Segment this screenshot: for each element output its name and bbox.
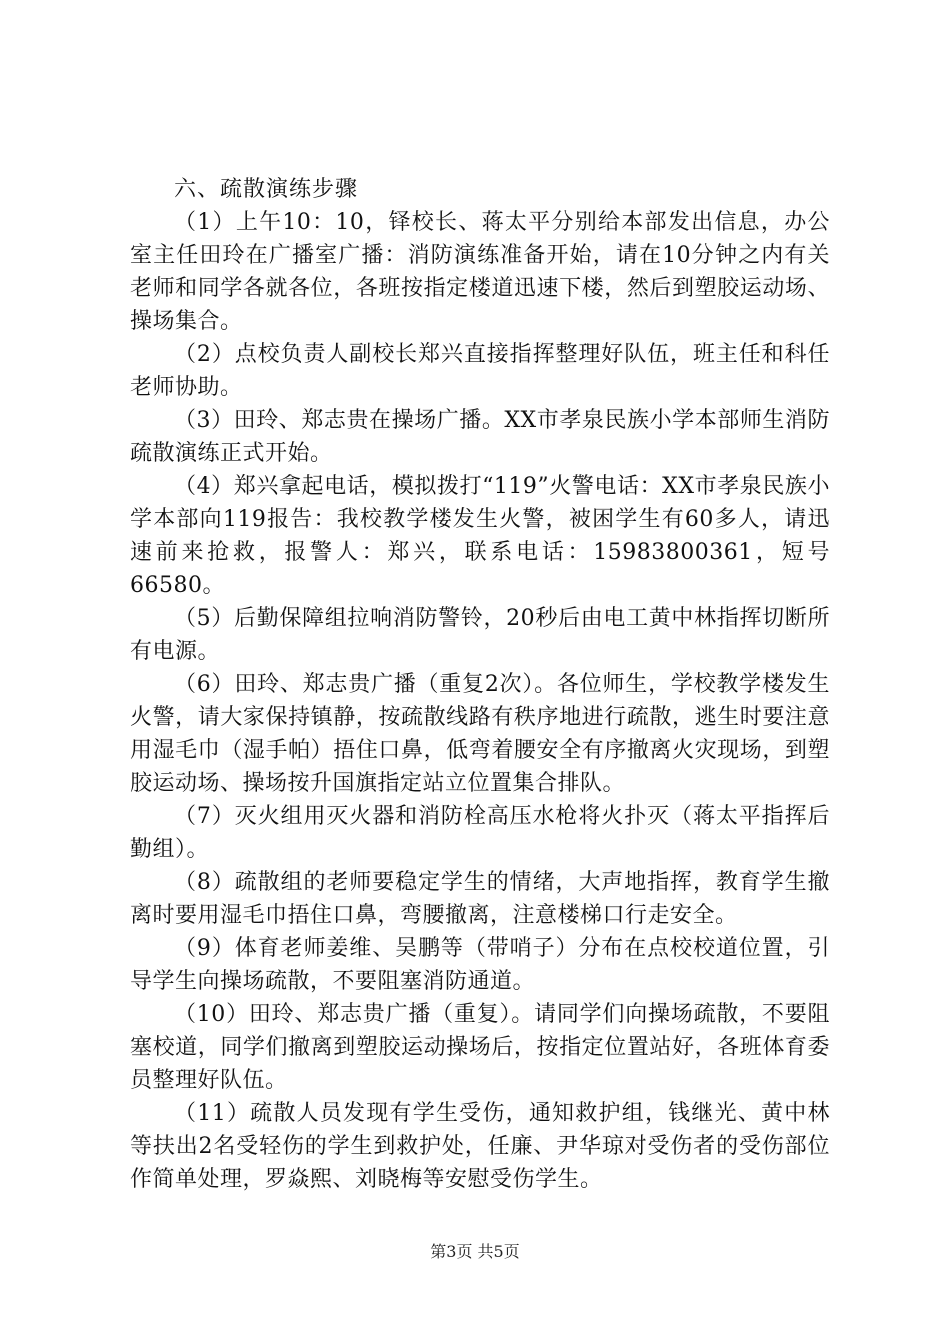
paragraph-step-2: （2）点校负责人副校长郑兴直接指挥整理好队伍，班主任和科任老师协助。 xyxy=(130,342,830,400)
page-number-footer: 第3页 共5页 xyxy=(430,1242,520,1261)
paragraph-step-7: （7）灭火组用灭火器和消防栓高压水枪将火扑灭（蒋太平指挥后勤组）。 xyxy=(130,804,830,862)
paragraph-step-3: （3）田玲、郑志贵在操场广播。XX市孝泉民族小学本部师生消防疏散演练正式开始。 xyxy=(130,408,830,466)
paragraph-step-6: （6）田玲、郑志贵广播（重复2次）。各位师生，学校教学楼发生火警，请大家保持镇静，按疏散线路有秩序地进行疏散，逃生时要注意用湿毛巾（湿手帕）捂住口鼻，低弯着腰安全有序撤离火灾现场，到塑胶运动场、操场按升国旗指定站立位置集合排队。 xyxy=(130,672,830,796)
document-body xyxy=(130,173,830,1196)
paragraph-step-9: （9）体育老师姜维、吴鹏等（带哨子）分布在点校校道位置，引导学生向操场疏散，不要阻塞消防通道。 xyxy=(130,936,830,994)
section-heading: 六、疏散演练步骤 xyxy=(174,177,359,202)
paragraph-step-11: （11）疏散人员发现有学生受伤，通知救护组，钱继光、黄中林等扶出2名受轻伤的学生到救护处，任廉、尹华琼对受伤者的受伤部位作简单处理，罗焱熙、刘晓梅等安慰受伤学生。 xyxy=(130,1101,830,1192)
paragraph-step-10: （10）田玲、郑志贵广播（重复）。请同学们向操场疏散，不要阻塞校道，同学们撤离到塑胶运动操场后，按指定位置站好，各班体育委员整理好队伍。 xyxy=(130,1002,830,1093)
paragraph-step-5: （5）后勤保障组拉响消防警铃，20秒后由电工黄中林指挥切断所有电源。 xyxy=(130,606,830,664)
paragraph-step-1: （1）上午10：10，铎校长、蒋太平分别给本部发出信息，办公室主任田玲在广播室广播：消防演练准备开始，请在10分钟之内有关老师和同学各就各位，各班按指定楼道迅速下楼，然后到塑胶运动场、操场集合。 xyxy=(130,210,830,334)
paragraph-step-4: （4）郑兴拿起电话，模拟拨打“119”火警电话：XX市孝泉民族小学本部向119报告：我校教学楼发生火警，被困学生有60多人，请迅速前来抢救，报警人：郑兴，联系电话：15983800361，短号66580。 xyxy=(130,474,830,598)
paragraph-step-8: （8）疏散组的老师要稳定学生的情绪，大声地指挥，教育学生撤离时要用湿毛巾捂住口鼻，弯腰撤离，注意楼梯口行走安全。 xyxy=(130,870,830,928)
